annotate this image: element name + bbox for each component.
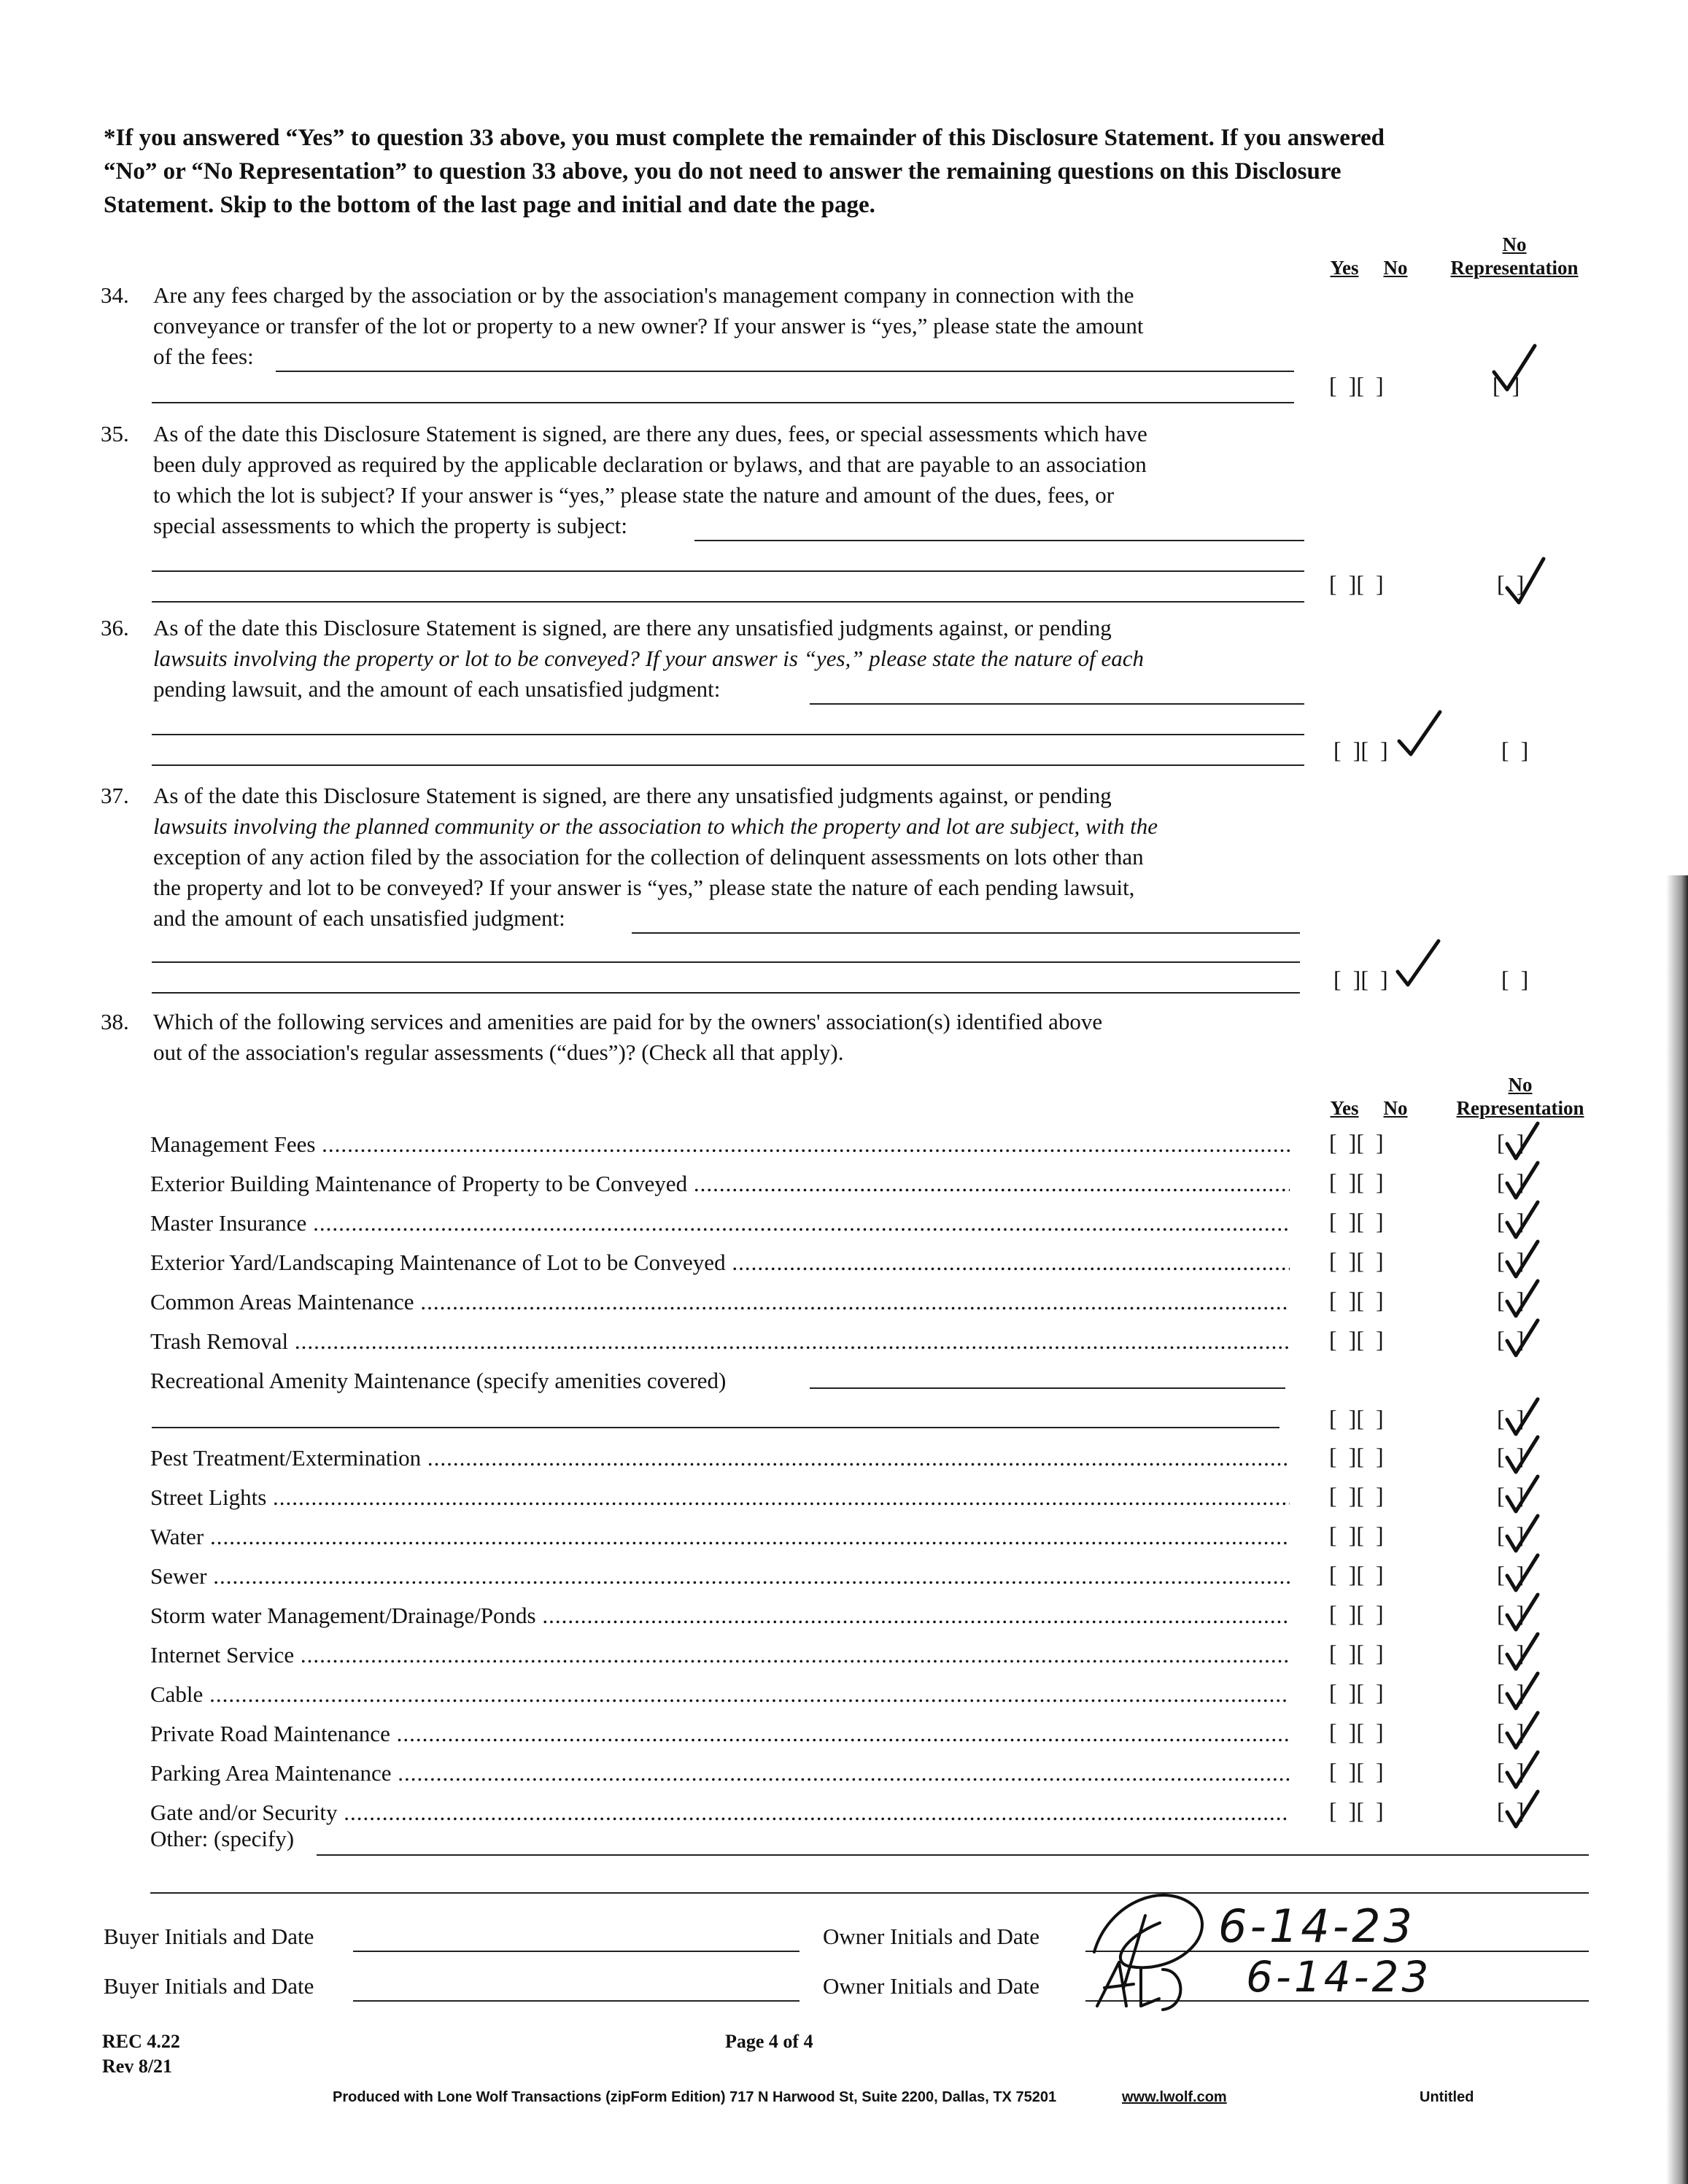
question-34 [101,280,1306,375]
form-revision: Rev 8/21 [102,2056,173,2077]
service-label: Recreational Amenity Maintenance (specify amenities covered) [150,1368,727,1393]
no-rep-box[interactable]: [ ] [1497,1758,1525,1784]
yes-no-boxes[interactable]: [ ][ ] [1329,1797,1384,1824]
answer-line[interactable] [152,764,1304,766]
service-label: Sewer ..... [150,1561,1290,1592]
answer-line[interactable] [152,961,1300,963]
header-no-rep-1: No [1502,233,1527,255]
question-line: lawsuits involving the property or lot to be conveyed? If your answer is “yes,” please state the nature of each [153,646,1145,671]
checkmark-icon [1488,341,1546,400]
answer-line[interactable] [810,703,1304,705]
no-rep-box[interactable]: [ ] [1497,1129,1525,1155]
answer-line[interactable] [810,1387,1285,1389]
checkmark-icon [1392,708,1450,766]
answer-line[interactable] [152,570,1304,572]
yes-no-boxes[interactable]: [ ][ ] [1329,1600,1384,1627]
no-rep-box[interactable]: [ ] [1501,966,1529,992]
header-yes: Yes [1330,257,1359,279]
no-rep-box[interactable]: [ ] [1497,1443,1525,1469]
answer-line[interactable] [276,371,1294,372]
no-rep-box[interactable]: [ ] [1497,1522,1525,1548]
question-line: the property and lot to be conveyed? If your answer is “yes,” please state the nature of each pending lawsuit, [153,875,1135,900]
service-label: Storm water Management/Drainage/Ponds ..... [150,1600,1290,1631]
service-label: Private Road Maintenance ..... [150,1719,1290,1749]
yes-no-boxes[interactable]: [ ][ ] [1329,1522,1384,1548]
service-label: Exterior Building Maintenance of Property to be Conveyed ..... [150,1169,1290,1199]
no-rep-box[interactable]: [ ] [1497,1719,1525,1745]
no-rep-box[interactable]: [ ] [1497,1600,1525,1627]
document-name: Untitled [1420,2089,1474,2105]
question-number: 37. [101,783,129,808]
question-line: out of the association's regular assessments (“dues”)? (Check all that apply). [153,1039,844,1065]
yes-no-boxes[interactable]: [ ][ ] [1329,1758,1384,1784]
question-35 [101,419,1306,550]
yes-no-boxes[interactable]: [ ][ ] [1333,737,1388,763]
question-line: As of the date this Disclosure Statement is signed, are there any dues, fees, or special assessments which have [153,421,1147,446]
service-label: Internet Service ..... [150,1640,1290,1670]
intro-instructions [104,121,1583,222]
owner-signature-2 [1090,1955,1192,2021]
buyer-initials-line[interactable] [353,1951,800,1952]
buyer-initials-line[interactable] [353,2000,800,2002]
service-label: Exterior Yard/Landscaping Maintenance of Lot to be Conveyed ..... [150,1247,1290,1278]
no-rep-box[interactable]: [ ] [1501,737,1529,763]
answer-line[interactable] [152,1427,1279,1428]
question-number: 35. [101,421,129,446]
checkmark-icon [1390,937,1449,995]
answer-line[interactable] [152,402,1294,403]
question-line: to which the lot is subject? If your answer is “yes,” please state the nature and amount of the dues, fees, or [153,482,1115,508]
yes-no-boxes[interactable]: [ ][ ] [1329,1679,1384,1705]
yes-no-boxes[interactable]: [ ][ ] [1329,570,1384,597]
intro-line-3: Statement. Skip to the bottom of the last page and initial and date the page. [104,192,875,218]
no-rep-box[interactable]: [ ] [1497,1208,1525,1234]
scan-edge-shadow [1666,875,1688,2184]
owner-date-1: 6-14-23 [1218,1900,1415,1953]
yes-no-boxes[interactable]: [ ][ ] [1329,1640,1384,1666]
question-line: conveyance or transfer of the lot or property to a new owner? If your answer is “yes,” please state the amount [153,313,1144,338]
no-rep-box[interactable]: [ ] [1497,1287,1525,1313]
owner-initials-label: Owner Initials and Date [823,1973,1039,1999]
question-38 [101,1007,1306,1072]
service-label: Trash Removal ..... [150,1326,1290,1357]
intro-line-1: *If you answered “Yes” to question 33 above, you must complete the remainder of this Disclosure Statement. If you answered [104,125,1385,151]
other-label: Other: (specify) [150,1826,295,1851]
no-rep-box[interactable]: [ ] [1497,1247,1525,1274]
website-link[interactable]: www.lwolf.com [1122,2089,1227,2105]
owner-initials-label: Owner Initials and Date [823,1924,1039,1949]
question-line: As of the date this Disclosure Statement is signed, are there any unsatisfied judgments against, or pending [153,615,1112,640]
question-line: been duly approved as required by the applicable declaration or bylaws, and that are payable to an association [153,452,1147,477]
question-line: Are any fees charged by the association or by the association's management company in connection with the [153,282,1134,308]
yes-no-boxes[interactable]: [ ][ ] [1329,372,1384,398]
yes-no-boxes[interactable]: [ ][ ] [1329,1561,1384,1587]
yes-no-boxes[interactable]: [ ][ ] [1333,966,1388,992]
yes-no-boxes[interactable]: [ ][ ] [1329,1719,1384,1745]
produced-with: Produced with Lone Wolf Transactions (zipForm Edition) 717 N Harwood St, Suite 2200, Dallas, TX 75201 [333,2089,1057,2105]
question-line: Which of the following services and amenities are paid for by the owners' association(s) identified above [153,1009,1103,1034]
service-label: Street Lights ..... [150,1482,1290,1513]
answer-line[interactable] [694,540,1304,541]
question-line: of the fees: [153,344,254,369]
question-number: 36. [101,615,129,640]
page-number: Page 4 of 4 [725,2031,813,2052]
form-id: REC 4.22 [102,2031,180,2052]
other-line[interactable] [150,1892,1589,1894]
yes-no-boxes[interactable]: [ ][ ] [1329,1129,1384,1155]
question-37 [101,781,1306,941]
checkmark-icon [1501,1316,1545,1363]
service-label: Master Insurance ..... [150,1208,1290,1239]
no-rep-box[interactable]: [ ] [1497,1797,1525,1824]
question-number: 38. [101,1009,129,1034]
no-rep-box[interactable]: [ ] [1497,1679,1525,1705]
yes-no-boxes[interactable]: [ ][ ] [1329,1208,1384,1234]
question-line: and the amount of each unsatisfied judgment: [153,905,565,931]
other-line[interactable] [317,1854,1589,1856]
answer-line[interactable] [152,734,1304,735]
header-no-rep-2: Representation [1456,1097,1584,1119]
no-rep-box[interactable]: [ ] [1497,1169,1525,1195]
no-rep-box[interactable]: [ ] [1497,1561,1525,1587]
yes-no-boxes[interactable]: [ ][ ] [1329,1443,1384,1469]
yes-no-boxes[interactable]: [ ][ ] [1329,1169,1384,1195]
checkmark-icon [1500,553,1558,611]
service-label: Pest Treatment/Extermination ..... [150,1443,1290,1474]
question-line: pending lawsuit, and the amount of each unsatisfied judgment: [153,676,721,702]
yes-no-boxes[interactable]: [ ][ ] [1329,1326,1384,1352]
yes-no-boxes[interactable]: [ ][ ] [1329,1405,1384,1431]
header-no-rep-2: Representation [1450,257,1579,279]
service-label: Gate and/or Security ..... [150,1797,1290,1828]
buyer-initials-label: Buyer Initials and Date [104,1973,314,1999]
no-rep-box[interactable]: [ ] [1497,1326,1525,1352]
service-label: Parking Area Maintenance ..... [150,1758,1290,1789]
question-line: lawsuits involving the planned community or the association to which the property and lot are subject, with the [153,813,1158,839]
buyer-initials-label: Buyer Initials and Date [104,1924,314,1949]
header-no: No [1383,257,1408,279]
header-no-rep-1: No [1508,1074,1533,1096]
header-no: No [1383,1097,1408,1119]
header-yes: Yes [1330,1097,1359,1119]
no-rep-box[interactable]: [ ] [1497,570,1525,597]
no-rep-box[interactable]: [ ] [1493,372,1520,398]
answer-line[interactable] [632,932,1300,934]
checkmark-icon [1501,1787,1545,1834]
yes-no-boxes[interactable]: [ ][ ] [1329,1287,1384,1313]
intro-line-2: “No” or “No Representation” to question 33 above, you do not need to answer the remaining questions on this Disclosure [104,158,1342,185]
no-rep-box[interactable]: [ ] [1497,1405,1525,1431]
yes-no-boxes[interactable]: [ ][ ] [1329,1247,1384,1274]
question-36 [101,613,1306,708]
service-label: Cable ..... [150,1679,1290,1710]
question-line: exception of any action filed by the association for the collection of delinquent assessments on lots other than [153,844,1144,870]
answer-line[interactable] [152,601,1304,603]
no-rep-box[interactable]: [ ] [1497,1482,1525,1509]
service-label: Common Areas Maintenance ..... [150,1287,1290,1317]
service-label: Water ..... [150,1522,1290,1552]
service-label: Management Fees ..... [150,1129,1290,1160]
question-line: special assessments to which the property is subject: [153,513,628,538]
question-line: As of the date this Disclosure Statement is signed, are there any unsatisfied judgments against, or pending [153,783,1112,808]
answer-line[interactable] [152,992,1300,994]
yes-no-boxes[interactable]: [ ][ ] [1329,1482,1384,1509]
question-number: 34. [101,282,129,308]
owner-date-2: 6-14-23 [1246,1952,1432,2002]
no-rep-box[interactable]: [ ] [1497,1640,1525,1666]
